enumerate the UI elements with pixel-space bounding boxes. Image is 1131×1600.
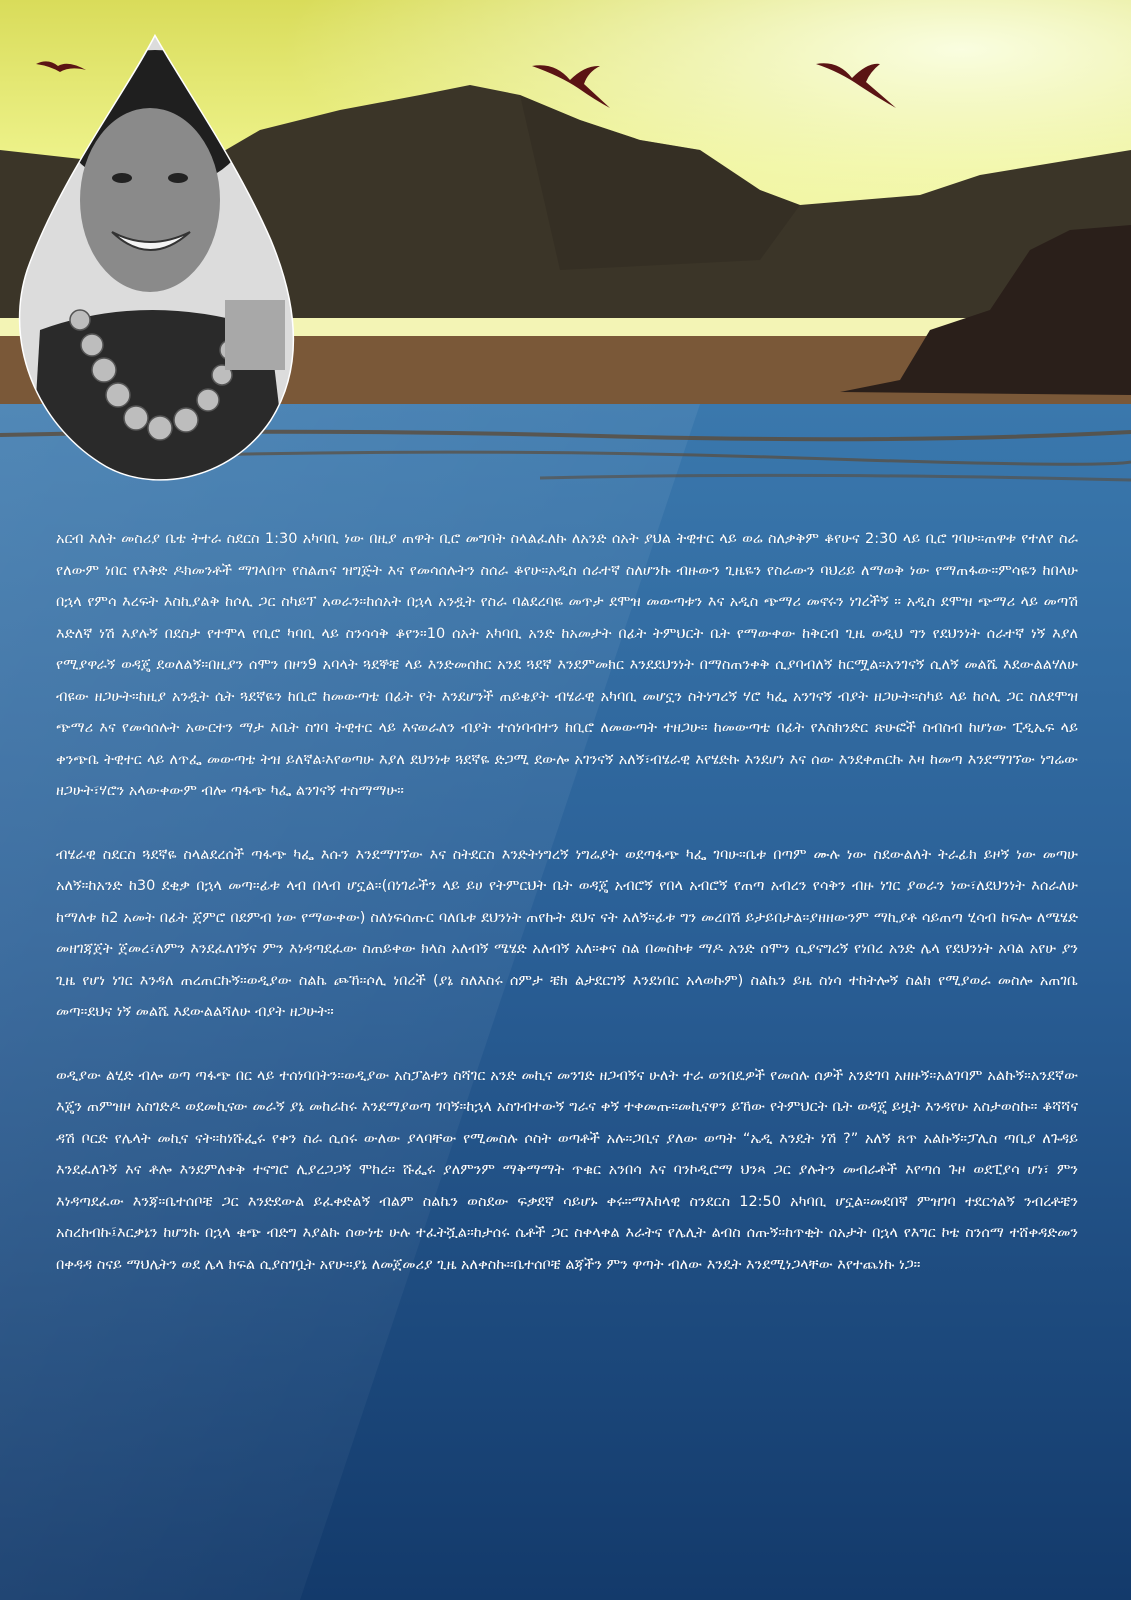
article-paragraph: ወዲያው ልሂድ ብሎ ወጣ ጣፋጭ በር ላይ ተሰነባበትን።ወዲያው አስፓልቱን ስሻገር አንድ መኪና መንገድ ዘጋብኝና ሁለት ተራ ወንበዴዎች የመሰሉ ሰዎች አንድገባ አዘዙኝ።አልገባም አልኩኝ።አንደኛው እጄን ጠምዝዞ አስገድዶ ወደመኪናው መራኝ ያኔ መከራከሩ እንደማያወጣ ገባኝ።ከኋላ አስገብተውኝ ግራና ቀኝ ተቀመጡ።መኪናዋን ይኸው የትምህርት ቤት ወዳጄ ይዟት እንዳየሁ አስታወስኩ። ቆሻሻና ዳሽ ቦርድ የሌላት መኪና ናት።ከነሹፌሩ የቀን ስራ ሲሰሩ ውለው ያላባቸው የሚመስሉ ሶስት ወጣቶች አሉ።ጋቢና ያለው ወጣት “ኤዲ እንዴት ነሽ ?” አለኝ ጸጥ አልኩኝ።ፓሊስ ጣቢያ ለጉዳይ እንደፈለጉኝ እና ቶሎ እንደምለቀቅ ተናግሮ ሊያረጋጋኝ ሞከረ። ሹፌሩ ያለምንም ማቅማማት ጥቁር አንበሳ እና ባንኮዲሮማ ህንጻ ጋር ያሉትን መብራቶች እየጣሰ ጉዞ ወደፒያሳ ሆነ፣ ምን እነዳጣደፈው እንጃ።ቤተሰቦቼ ጋር እንድደውል ይፈቀድልኝ ብልም ስልኬን ወስደው ፍቃደኛ ሳይሆኑ ቀሩ።ማእከላዊ ስንደርስ 12:50 አካባቢ ሆኗል።መደበኛ ምዝገባ ተደርጎልኝ ንብረቶቼን አስረከብኩ፤እርቃኔን ከሆንኩ በኋላ ቁጭ ብድግ እያልኩ ሰውነቴ ሁሉ ተፈትሿል።ከታሰሩ ሴቶች ጋር ስቀላቀል እራትና የሌሊት ልብስ ሰጡኝ።ከጥቂት ሰአታት በኋላ የእግር ኮቴ ስንሰማ ተሸቀዳድመን በቀዳዳ ስናይ ማህሌትን ወደ ሌላ ክፍል ሲያስገቧት አየሁ።ያኔ ለመጀመሪያ ጊዜ አለቀስኩ።ቤተሰቦቼ ልጃችን ምን ዋጣት ብለው እንዴት እንደሚነጋላቸው እየተጨነኩ ነጋ። — [56, 1067, 1078, 1273]
article-paragraph: ብሄራዊ ስደርስ ጓደኛዬ ስላልደረሰች ጣፋጭ ካፌ እሱን እንደማገኘው እና ስትደርስ እንድትነግረኝ ነግሬያት ወደጣፋጭ ካፌ ገባሁ።ቤቱ በጣም ሙሉ ነው ስደውልለት ትራፊክ ይዞኝ ነው መጣሁ አለኝ።ከአንድ ከ30 ደቂቃ በኋላ መጣ።ፊቱ ላብ በላብ ሆኗል።(በነገራችን ላይ ይሀ የትምርህት ቤት ወዳጄ አብሮኝ የበላ አብሮኝ የጠጣ አብረን የሳቅን ብዙ ነገር ያወራን ነው፣ለደህንነት እሰራለሁ ከማለቱ ከ2 አመት በፊት ጀምሮ በደምብ ነው የማውቀው) ስለነፍሰጡር ባለቤቱ ደህንነት ጠየኩት ደህና ናት አለኝ።ፊቱ ግን መረበሽ ይታይበታል፡፡ያዘዘውንም ማኪያቶ ሳይጠጣ ሂሳብ ከፍሎ ለሜሄድ መዘገጃጀት ጀመረ፣ለምን እንደፈለገኝና ምን እነዳጣደፈው ስጠይቀው ክላስ አለብኝ ሜሄድ አለብኝ አለ።ቀና ስል በመስኮቱ ማዶ አንድ ሰሞን ሲያናግረኝ የነበረ አንድ ሌላ የደህንነት አባል አየሁ ያን ጊዜ የሆነ ነገር እንዳለ ጠረጠርኩኝ።ወዲያው ስልኬ ጮኸ።ሶሊ ነበረች (ያኔ ስለእስሩ ሰምታ ቼክ ልታደርገኝ እንደነበር አላወኩም) ስልኬን ይዜ ስነሳ ተከትሎኝ ስልክ የሚያወራ መስሎ አጠገቤ መጣ።ደህና ነኝ መልሼ እደውልልሻለሁ ብያት ዘጋሁት። — [56, 846, 1078, 1020]
article-paragraph: አርብ እለት መስሪያ ቤቴ ትተራ ስደርስ 1:30 አካባቢ ነው በዚያ ጠዋት ቢሮ መግባት ስላልፈለኩ ለአንድ ሰአት ያህል ትዊተር ላይ ወሬ ስለቃቅም ቆየሁና 2:30 ላይ ቢሮ ገባሁ።ጠዋቱ የተለየ ስራ የለውም ነበር የእቅድ ዶክመንቶች ማገላበጥ የስልጠና ዝግጅት እና የመሳሰሉትን ስሰራ ቆየሁ።አዲስ ሰራተኛ ስለሆንኩ ብዙውን ጊዜዬን የስራውን ባህሪይ ለማወቅ ነው የማጠፋው።ምሳዬን ከበላሁ በኋላ የምሳ እረፍት እስኪያልቅ ከሶሊ ጋር ስካይፕ አወራን።ከሰአት በኋላ አንዷት የስራ ባልደረባዬ መጥታ ደሞዝ መውጣቱን እና አዲስ ጭማሪ መኖሩን ነገረችኝ ። አዲስ ደሞዝ ጭማሪ ላይ መጣሽ እድለኛ ነሽ እያሉኝ በደስታ የተሞላ የቢሮ ካባቢ ላይ ስንሳሳቅ ቆየን።10 ሰአት አካባቢ አንድ ከአመታት በፊት ትምህርት ቤት የማውቀው ከቅርብ ጊዜ ወዲህ ግን የደህንነት ሰራተኛ ነኝ እያለ የሚያዋራኝ ወዳጄ ደወለልኝ።በዚያን ሰሞን በዞን9 አባላት ጓደኞቼ ላይ እንድመሰክር አንደ ጓደኛ እንደምመክር እንደደህንነት በማስጠንቀቅ ሲያባብለኝ ከርሟል።አንገናኝ ሲለኝ መልሼ እደውልልሃለሁ ብዩው ዘጋሁት።ከዚያ አንዷት ሴት ጓደኛዬን ከቢሮ ከመውጣቴ በፊት የት እንደሆንች ጠይቄያት ብሄራዊ አካባቢ መሆኗን ስትነግረኝ ሃሮ ካፌ አንገናኝ ብያት ዘጋሁት።ስካይ ላይ ከሶሊ ጋር ስለደሞዝ ጭማሪ እና የመሳሰሉት አውርተን ማታ እቤት ስገባ ትዊተር ላይ እናወራለን ብያት ተሰነባብተን ከቢሮ ለመውጣት ተዘጋሁ። ከመውጣቴ በፊት የእስክንድር ጽሁፎች ስብስብ ከሆነው ፒዲኤፍ ላይ ቀንጭቤ ትዊተር ላይ ለጥፌ መውጣቴ ትዝ ይለኛል፡እየወጣሁ እያለ ደህንነቱ ጓደኛዬ ድጋሚ ደውሎ አገንናኝ አለኝ፣ብሄራዊ እየሄድኩ እንደሆነ እና ሰው እንደቀጠርኩ እዛ ከመጣ እንደማገኘው ነግሬው ዘጋሁት፣ሃሮን አላውቀውም ብሎ ጣፋጭ ካፌ ልንገናኝ ተስማማሁ። — [56, 531, 1078, 799]
article-body — [56, 524, 1078, 1313]
